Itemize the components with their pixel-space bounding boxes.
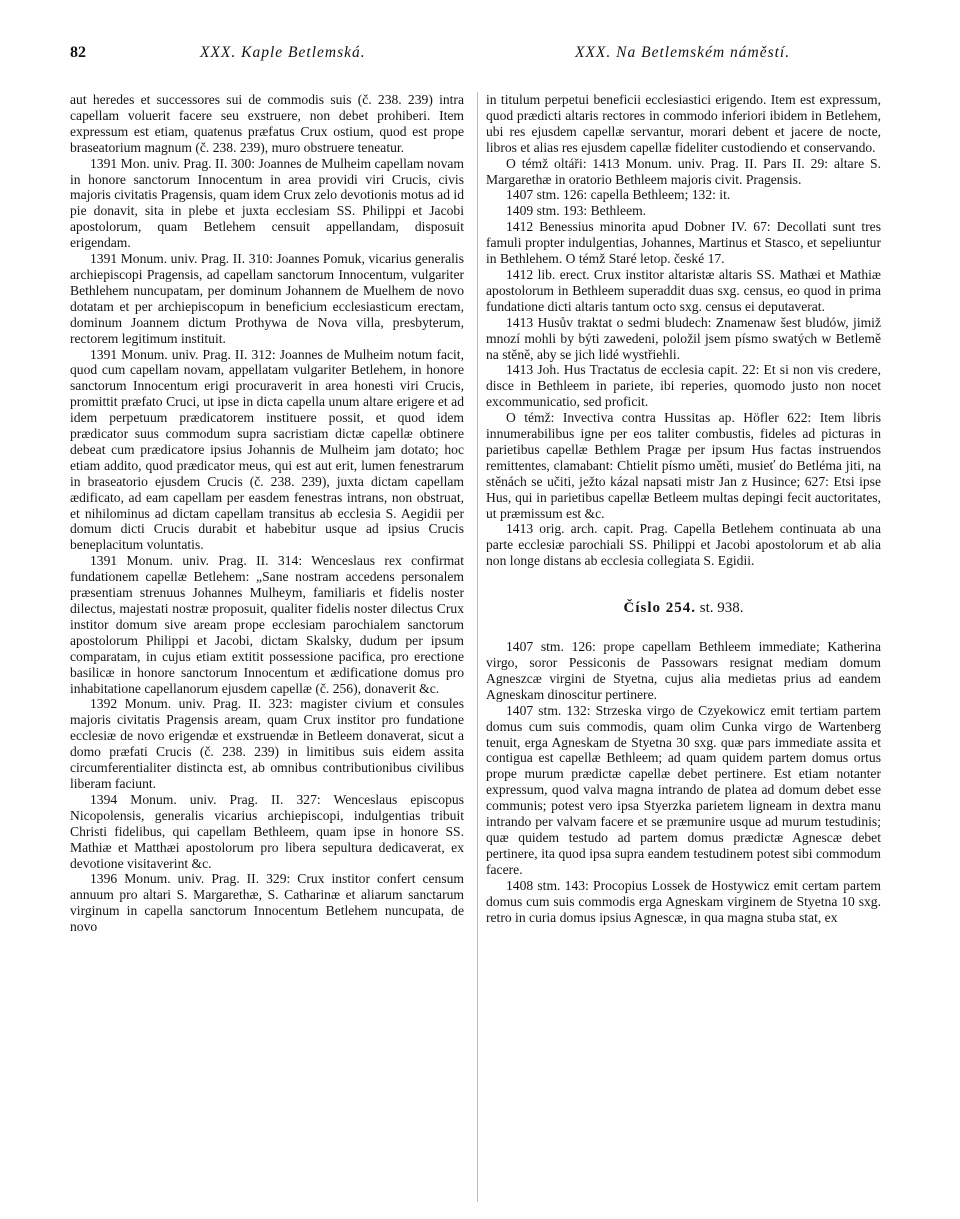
paragraph: in titulum perpetui beneficii ecclesiastici erigendo. Item est expressum, quod prædicti altaris rectores in commodo inferiori ibidem in Betlehem, ubi res ejusdem capellæ servantur, morari debent et jacere de nocte, libros et alias res ejusdem capellæ fideliter custodiendo et conservando. <box>486 92 881 155</box>
section-number: Číslo 254. <box>623 600 696 617</box>
paragraph: 1407 stm. 126: prope capellam Bethleem immediate; Katherina virgo, soror Pessiconis de Passowars resignat mediam domum Agneszcæ virgini de Styetna, cujus alia medietas prius ad eandem Agneskam dinoscitur pertinere. <box>486 639 881 702</box>
paragraph: 1409 stm. 193: Bethleem. <box>506 203 647 219</box>
running-header-right: XXX. Na Betlemském náměstí. <box>575 44 791 61</box>
paragraph: 1407 stm. 132: Strzeska virgo de Czyekowicz emit tertiam partem domus cum suis commodis, quam olim Cunka virgo de Wartenberg tenuit, erga Agneskam de Styetna 30 sxg. quæ pars immediate assita et contigua est capellæ Bethleem; ad quam quidem partem domus ortus prope murum prædictæ capellæ debet pertinere. Est etiam notanter expressum, quod valva magna intrando de platea ad domum debet esse communis; potest vero ipsa Styerzka parietem ligneam in dextra manu intrando per valvam facere et se præmunire usque ad murum testudinis; quæ quidem testudo ad partem domus prædictæ Agnescæ debet pertinere, ita quod ipsa supra eandem testudinem potest sibi commodum facere. <box>486 702 881 877</box>
section-heading <box>486 601 881 617</box>
paragraph: 1396 Monum. univ. Prag. II. 329: Crux institor confert censum annuum pro altari S. Margarethæ, S. Catharinæ et aliarum sanctarum virginum in capella sanctorum Innocentum Betlehem nuncupata, de novo <box>70 871 464 935</box>
left-column <box>70 92 464 935</box>
paragraph: 1412 Benessius minorita apud Dobner IV. 67: Decollati sunt tres famuli propter indulgentias, Johannes, Martinus et Stasco, et sepeliuntur in Bethlehem. O témž Staré letop. české 17. <box>486 219 881 267</box>
right-column <box>486 92 881 925</box>
paragraph: aut heredes et successores sui de commodis suis (č. 238. 239) intra capellam voluerit facere seu exstruere, non debet prohiberi. Item expressum est etiam, quatenus præfatus Crux ostium, quod est prope braseatorium magnum (č. 238. 239), muro obstruere teneatur. <box>70 92 464 155</box>
paragraph: O témž oltáři: 1413 Monum. univ. Prag. II. Pars II. 29: altare S. Margarethæ in oratorio Bethleem majoris civit. Pragensis. <box>486 155 881 187</box>
section-reference: st. 938. <box>699 600 744 617</box>
paragraph: O témž: Invectiva contra Hussitas ap. Höfler 622: Item libris innumerabilibus igne per eos taliter combustis, fideles ad picturas in parietibus capellæ Bethlem Pragæ per ipsum Hus factas instruendos remittentes, clamabant: Chtielit písmo uměti, musieť do Betléma jiti, na stěnách se učiti, ježto kázal napsati mistr Jan z Husince; 627: Etsi ipse Hus, qui in parietibus capellæ Betleem multas depingi fecit auctoritates, ut præmissum est &c. <box>486 410 881 521</box>
paragraph: 1391 Mon. univ. Prag. II. 300: Joannes de Mulheim capellam novam in honore sanctorum Innocentum in area providi viri Crucis, civis majoris civitatis Pragensis, quam idem Crux zelo devotionis motus ad id pie donavit, sita in plebe et juxta ecclesiam SS. Philippi et Jacobi apostolorum, quam Betlehem censuit appellandam, disposuit erigendam. <box>70 155 464 251</box>
running-header-left: XXX. Kaple Betlemská. <box>200 44 366 61</box>
paragraph: 1408 stm. 143: Procopius Lossek de Hostywicz emit certam partem domus cum suis commodis erga Agneskam virginem de Styetna 10 sxg. retro in curia domus ipsius Agnescæ, in qua magna stuba stat, ex <box>486 877 881 925</box>
page-number: 82 <box>70 44 86 61</box>
paragraph: 1394 Monum. univ. Prag. II. 327: Wenceslaus episcopus Nicopolensis, generalis vicarius archiepiscopi, indulgentias tribuit Christi fidelibus, qui capellam Bethleem, quam ipse in honore SS. Mathiæ et Matthæi apostolorum pro libera sepultura dedicaverat, ex devotione visitaverint &c. <box>70 791 464 871</box>
paragraph: 1412 lib. erect. Crux institor altaristæ altaris SS. Mathæi et Mathiæ apostolorum in Bethleem superaddit duas sxg. census, eo quod in prima fundatione dicti altaris tantum octo sxg. census ei deputaverat. <box>486 266 881 314</box>
column-divider <box>477 92 478 1202</box>
paragraph: 1391 Monum. univ. Prag. II. 310: Joannes Pomuk, vicarius generalis archiepiscopi Pragensis, ad capellam sanctorum Innocentum, vulgariter Bethlehem nuncupatam, per dominum Johannem de Muelhem de novo dotatam et per archiepiscopum in beneficium ecclesiasticum erectam, dominum Joannem dictum Prothywa de Nova villa, presbyterum, rectorem legitimum instituit. <box>70 251 464 346</box>
paragraph: 1413 Joh. Hus Tractatus de ecclesia capit. 22: Et si non vis credere, disce in Bethleem in pariete, ibi reperies, quomodo justo non nocet excommunicatio, sed proficit. <box>486 362 881 410</box>
paragraph: 1413 orig. arch. capit. Prag. Capella Betlehem continuata ab una parte ecclesiæ parochiali SS. Philippi et Jacobi apostolorum et ab alia non longe distans ab ecclesia collegiata S. Egidii. <box>486 521 881 569</box>
paragraph: 1391 Monum. univ. Prag. II. 314: Wenceslaus rex confirmat fundationem capellæ Betlehem: „Sane nostram accedens personalem præsentiam strenuus Johannes Mulheym, familiaris et fidelis noster dilectus, majestati nostræ proposuit, qualiter fidelis noster dilectus Crux institor domum sive aream prope ecclesiam parochialem sanctorum apostolorum Philippi et Jacobi, dictam Skalsky, dudum per ipsum comparatam, in cujus etiam extitit possessione pacifica, pro erectione basilicæ in honore sanctorum Innocentum et ædificatione domus pro inhabitatione capellanorum ejusdem capellæ (č. 256), donaverit &c. <box>70 553 464 696</box>
paragraph: 1392 Monum. univ. Prag. II. 323: magister civium et consules majoris civitatis Pragensis aream, quam Crux institor pro fundatione ecclesiæ de novo erigendæ et exstruendæ in Betleem donaverat, sicut a domo præfati Crucis (č. 238. 239) in limitibus suis eidem assita circumferentialiter distincta est, ab omnibus contributionibus civilibus liberam faciunt. <box>70 696 464 791</box>
paragraph: 1413 Husův traktat o sedmi bludech: Znamenaw šest bludów, jimiž mnozí mohli by býti zawedeni, položil jsem písmo swatých w Betlemě na stěně, aby se jich lidé wystřiehli. <box>486 314 881 362</box>
paragraph: 1407 stm. 126: capella Bethleem; 132: it. <box>506 187 731 203</box>
paragraph: 1391 Monum. univ. Prag. II. 312: Joannes de Mulheim notum facit, quod cum capellam novam, appellatam vulgariter Betlehem, in honore sanctorum Innocentum erigi procuraverit in area honesti viri Crucis, promittit præfato Cruci, ut ipse in dicta capella unum altare erigere et ad idem perpetuum prædicatorem instituere possit, et quod idem prædicator suus commodum supra sacristiam dictæ capellæ obtinere debeat cum prædicatore ipsius Johannis de Mulheim jam dotato; hoc etiam addito, quod prædicator meus, qui est aut erit, lumen fenestrarum in braseatorio ejusdem Crucis (č. 238. 239), juxta dictam capellam ædificato, ad eam capellam per easdem fenestras intrans, non obstruat, et nihilominus ad dictam capellam transitus ab ecclesia S. Aegidii per domum dicti Crucis durabit et habebitur usque ad ipsius Crucis beneplacitum voluntatis. <box>70 346 464 553</box>
